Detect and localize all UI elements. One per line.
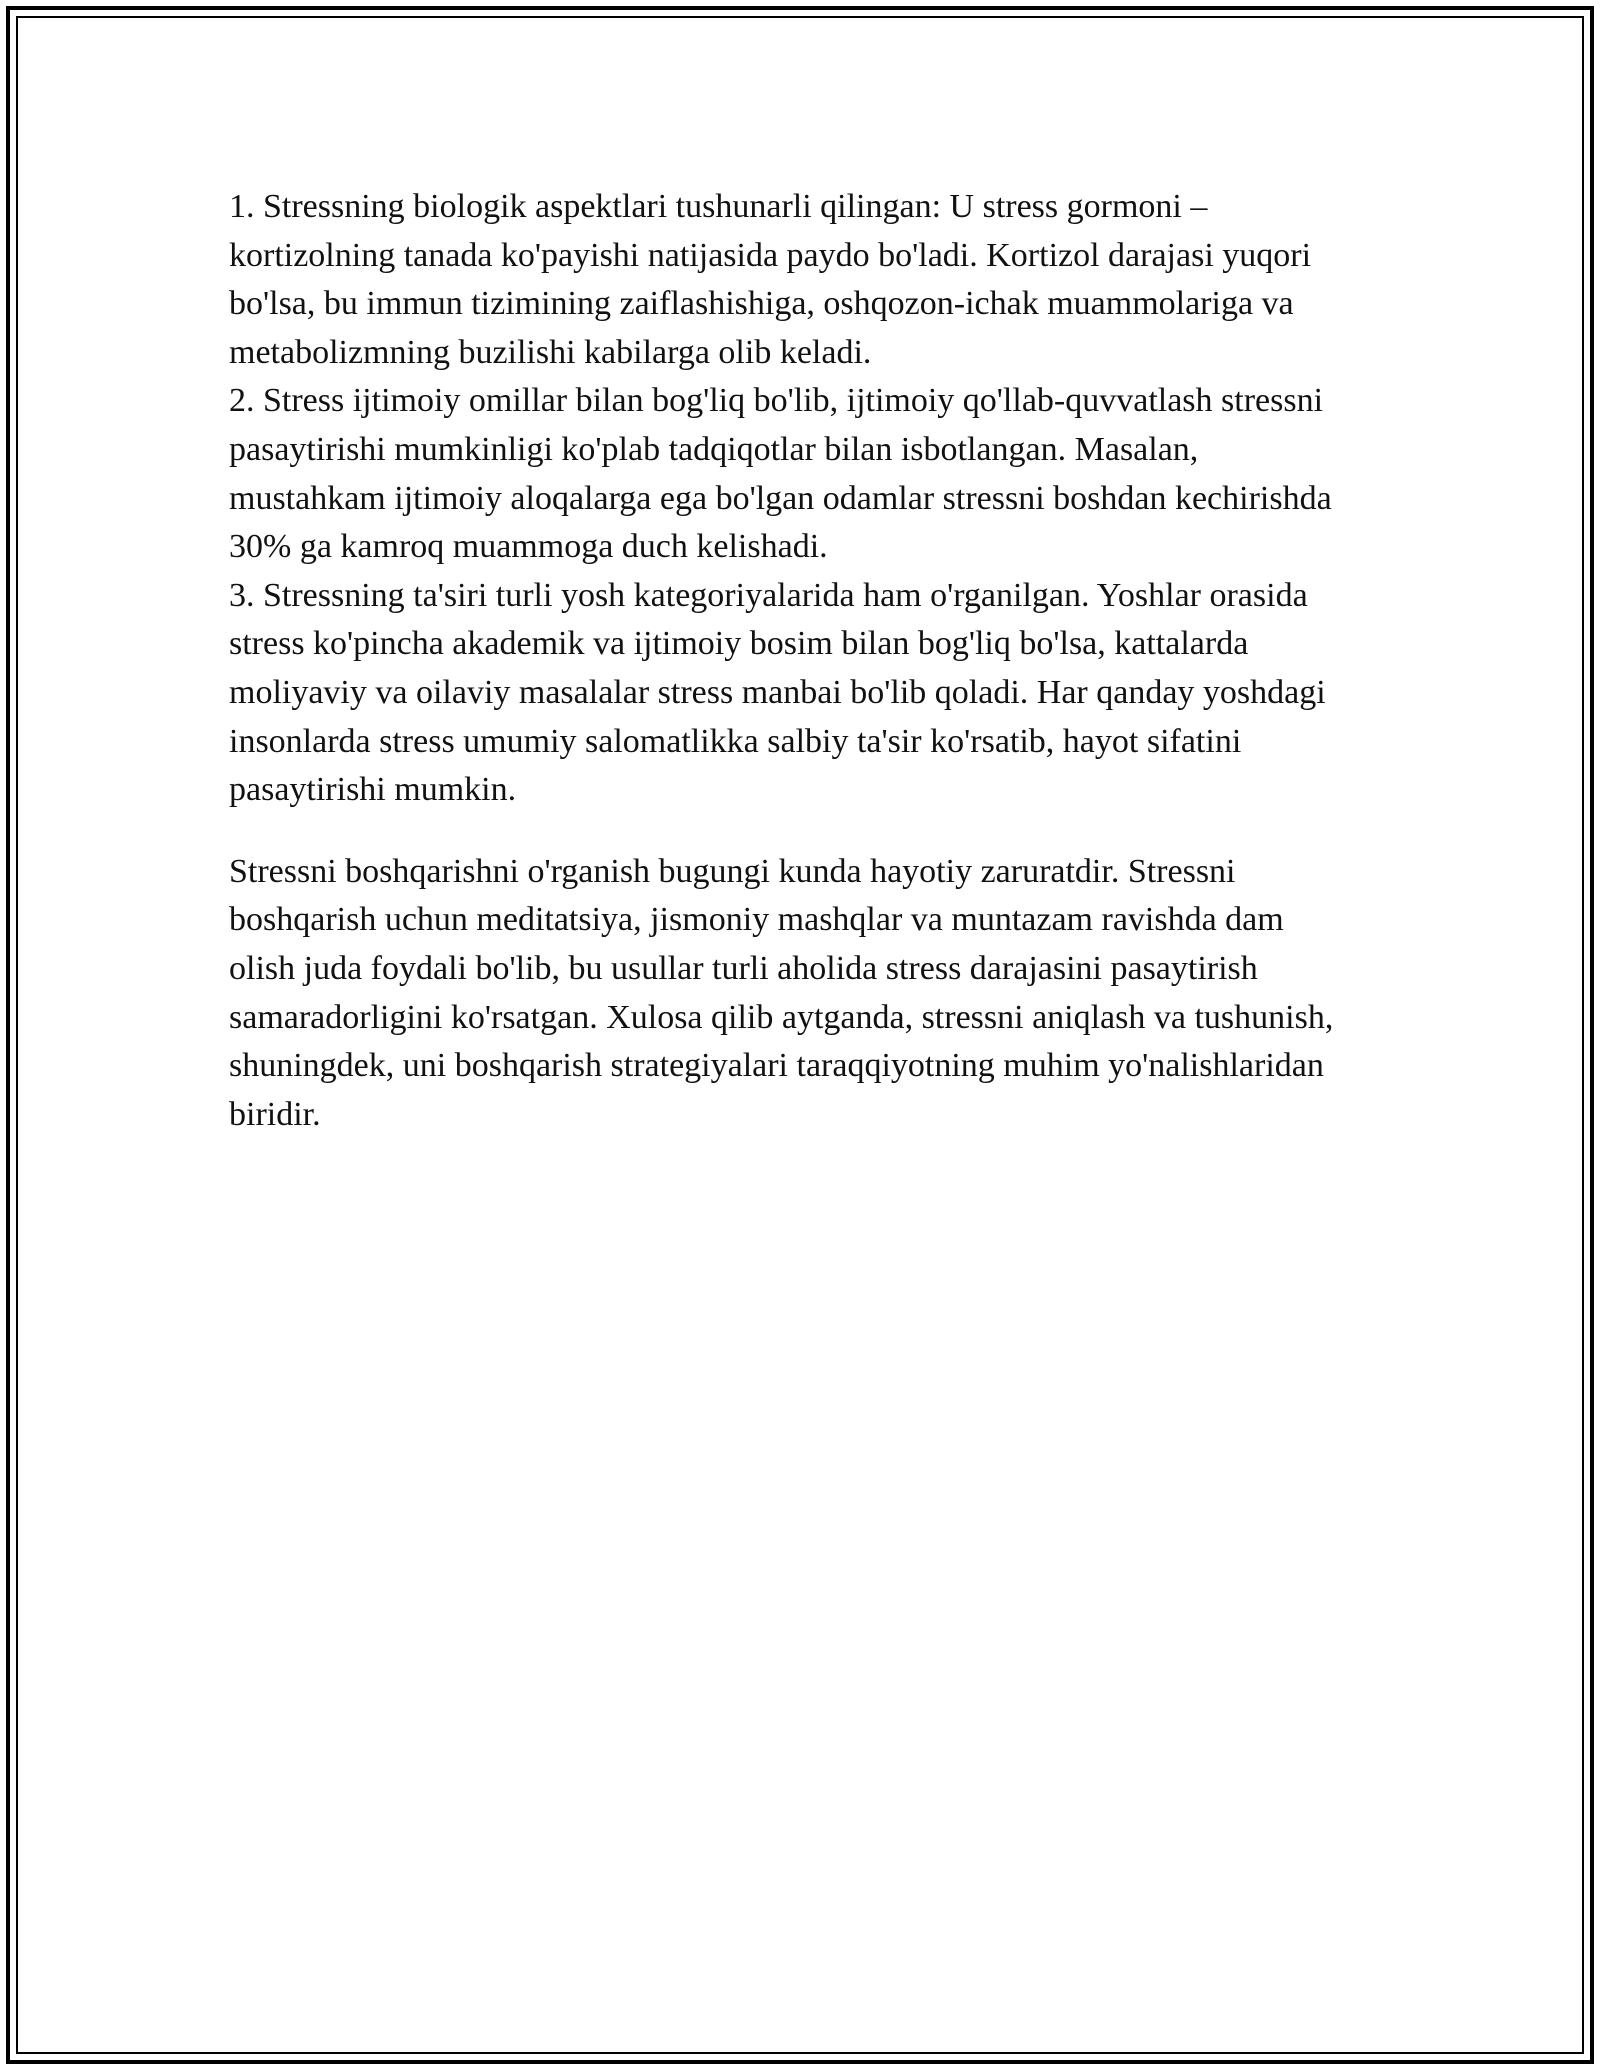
list-item-2: 2. Stress ijtimoiy omillar bilan bog'liq bo'lib, ijtimoiy qo'llab-quvvatlash stressni pasaytirishi mumkinligi ko'plab tadqiqotlar bilan isbotlangan. Masalan, mustahkam ijtimoiy aloqalarga ega bo'lgan odamlar stressni boshdan kechirishda 30% ga kamroq muammoga duch kelishadi. (229, 382, 1332, 566)
document-body (229, 183, 1339, 1139)
list-item-3: 3. Stressning ta'siri turli yosh kategoriyalarida ham o'rganilgan. Yoshlar orasida stress ko'pincha akademik va ijtimoiy bosim bilan bog'liq bo'lsa, kattalarda moliyaviy va oilaviy masalalar stress manbai bo'lib qoladi. Har qanday yoshdagi insonlarda stress umumiy salomatlikka salbiy ta'sir ko'rsatib, hayot sifatini pasaytirishi mumkin. (229, 576, 1326, 809)
conclusion-paragraph: Stressni boshqarishni o'rganish bugungi kunda hayotiy zaruratdir. Stressni boshqarish uchun meditatsiya, jismoniy mashqlar va muntazam ravishda dam olish juda foydali bo'lib, bu usullar turli aholida stress darajasini pasaytirish samaradorligini ko'rsatgan. Xulosa qilib aytganda, stressni aniqlash va tushunish, shuningdek, uni boshqarish strategiyalari taraqqiyotning muhim yo'nalishlaridan biridir. (229, 852, 1334, 1133)
list-item-1: 1. Stressning biologik aspektlari tushunarli qilingan: U stress gormoni – kortizolning tanada ko'payishi natijasida paydo bo'ladi. Kortizol darajasi yuqori bo'lsa, bu immun tizimining zaiflashishiga, oshqozon-ichak muammolariga va metabolizmning buzilishi kabilarga olib keladi. (229, 188, 1312, 371)
paragraph-spacer (229, 815, 1339, 848)
